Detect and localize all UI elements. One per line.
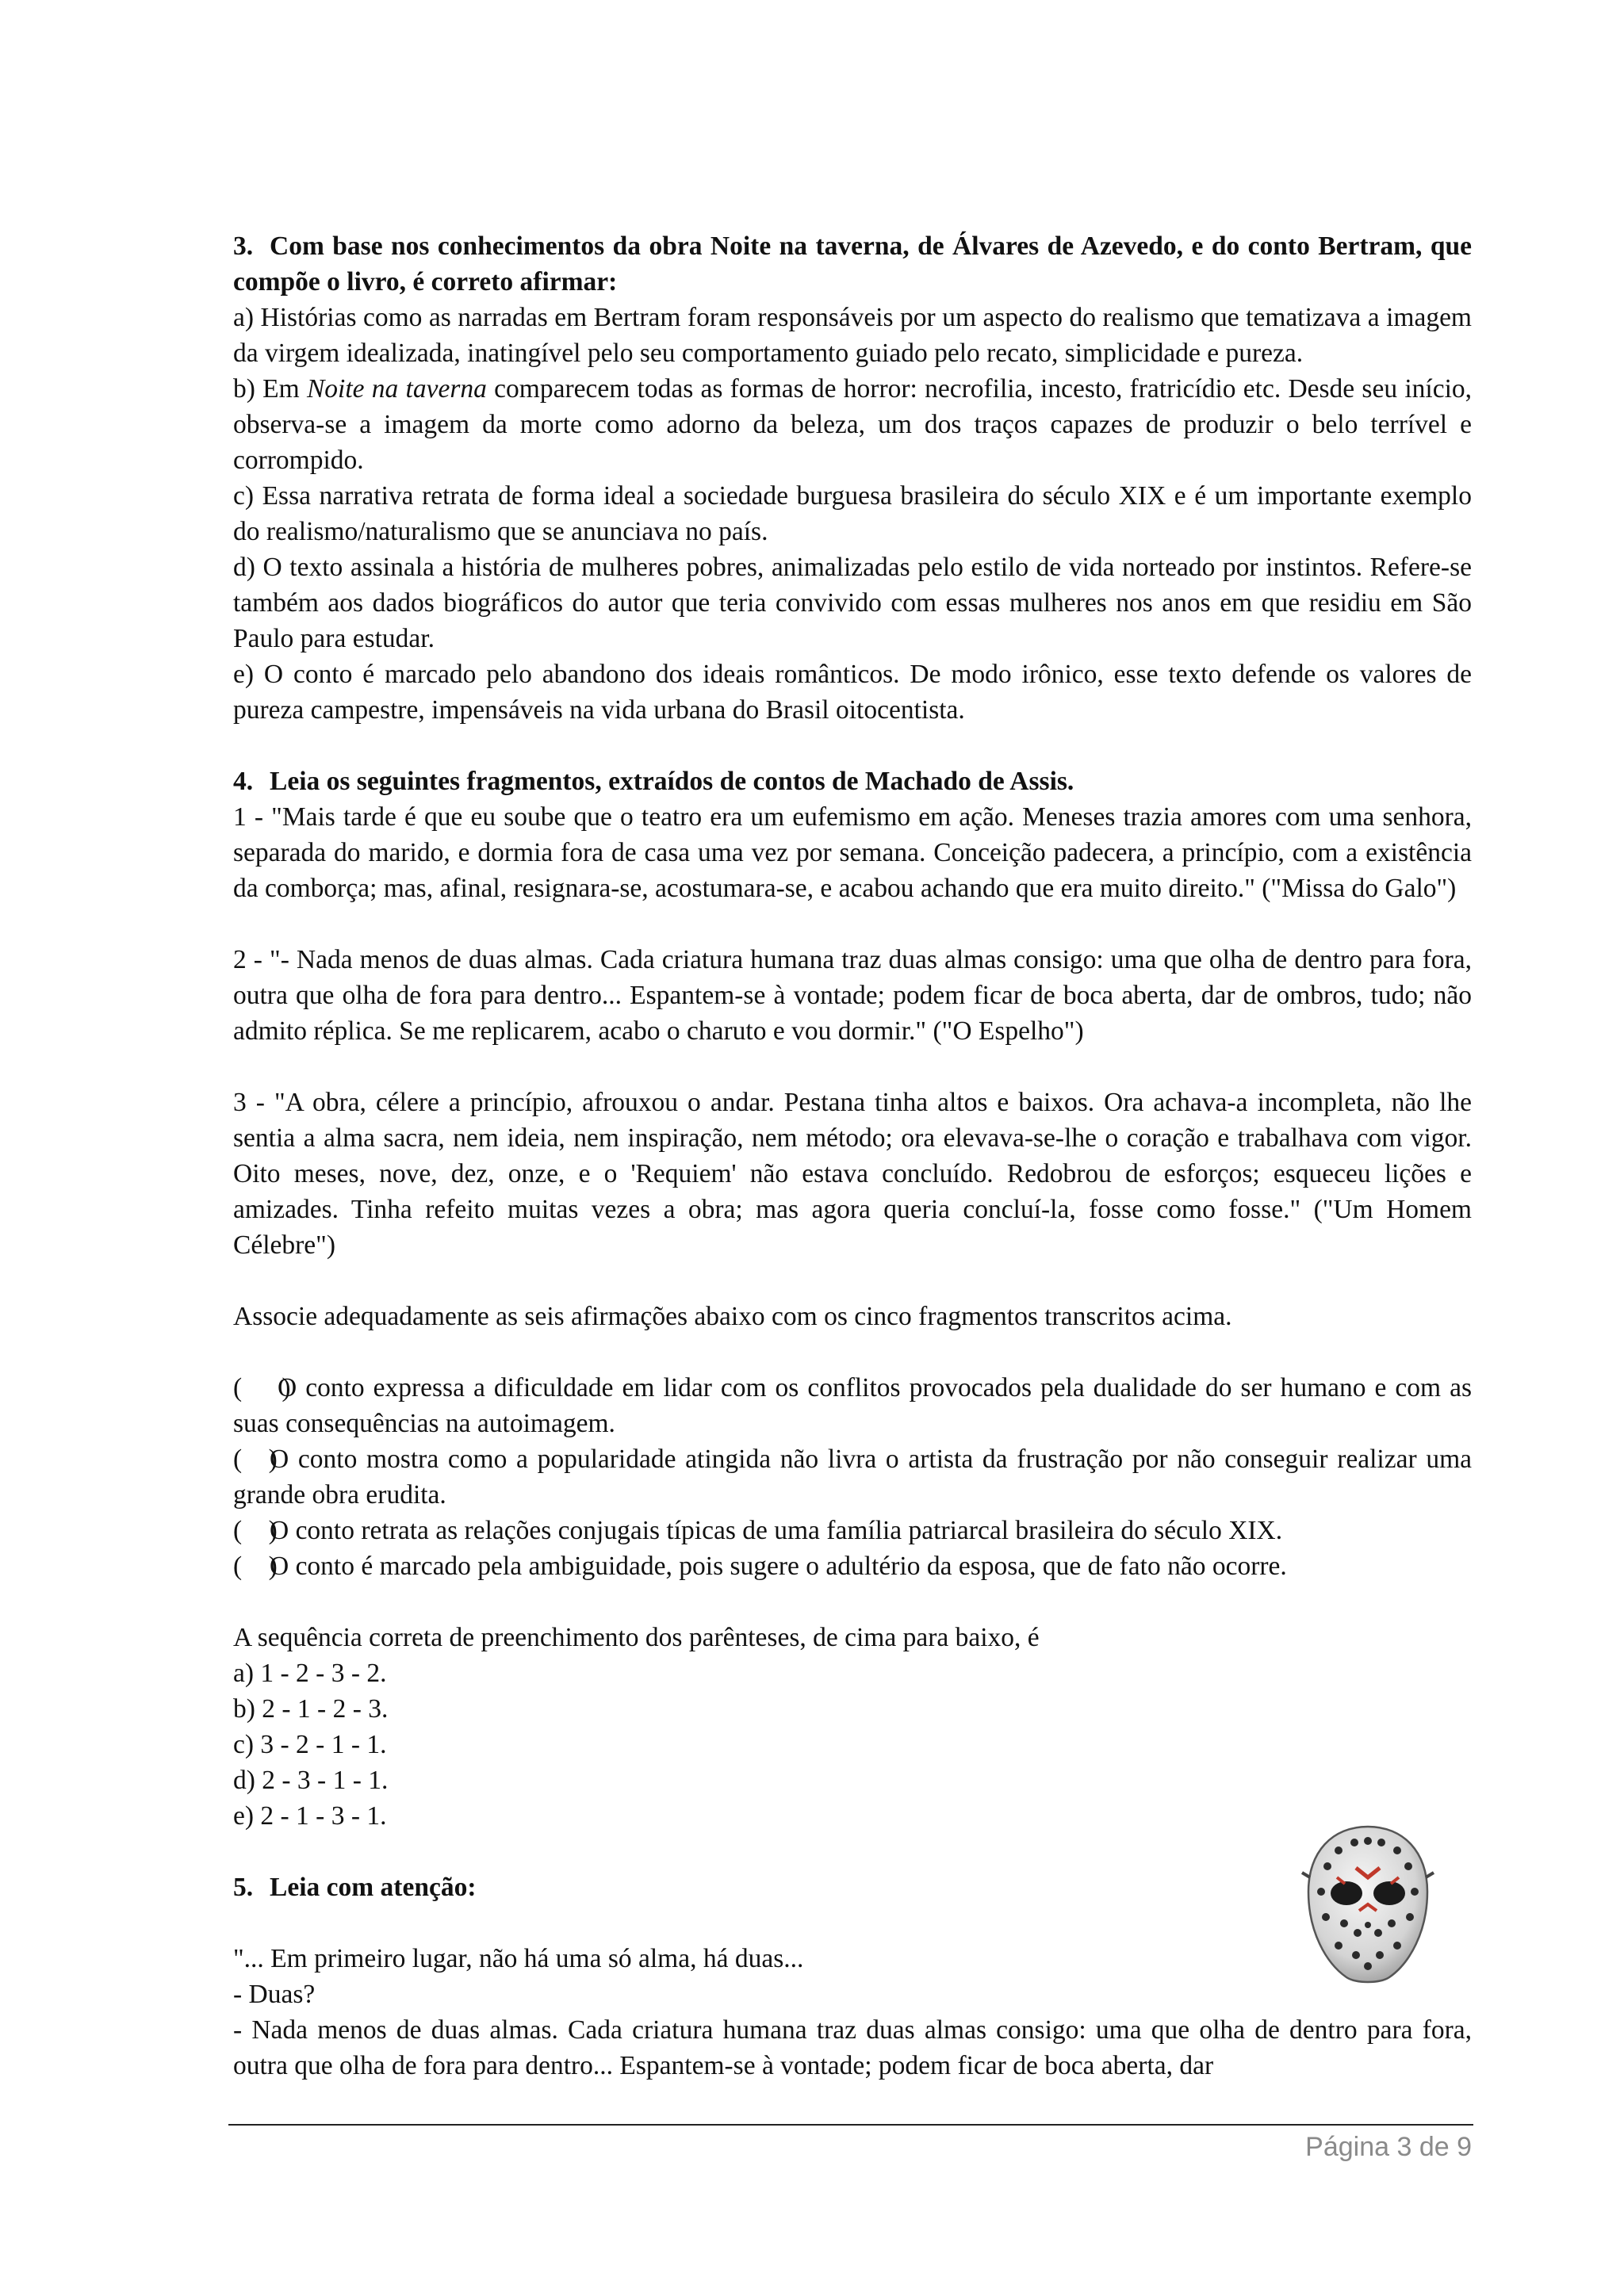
- question-3-title: [233, 228, 1472, 300]
- association-instruction: Associe adequadamente as seis afirmações abaixo com os cinco fragmentos transcritos acima.: [233, 1302, 1232, 1331]
- fragment-3: 3 - "A obra, célere a princípio, afrouxou o andar. Pestana tinha altos e baixos. Ora achava-a incompleta, não lhe sentia a alma sacra, nem ideia, nem inspiração, nem método; ora elevava-se-lhe o coração e trabalhava com vigor. Oito meses, nove, dez, onze, e o 'Requiem' não estava concluído. Redobrou de esforços; esqueceu lições e amizades. Tinha refeito muitas vezes a obra; mas agora queria concluí-la, fosse como fosse." ("Um Homem Célebre"): [233, 1088, 1472, 1260]
- question-3-option-e: e) O conto é marcado pelo abandono dos ideais românticos. De modo irônico, esse texto defende os valores de pureza campestre, impensáveis na vida urbana do Brasil oitocentista.: [233, 660, 1472, 725]
- question-3-number: 3.: [233, 232, 254, 261]
- question-3-title-text: Com base nos conhecimentos da obra Noite na taverna, de Álvares de Azevedo, e do conto Bertram, que compõe o livro, é correto afirmar:: [233, 232, 1472, 297]
- fragment-2: 2 - "- Nada menos de duas almas. Cada criatura humana traz duas almas consigo: uma que olha de dentro para fora, outra que olha de fora para dentro... Espantem-se à vontade; podem ficar de boca aberta, dar de ombros, tudo; não admito réplica. Se me replicarem, acabo o charuto e vou dormir." ("O Espelho"): [233, 945, 1472, 1046]
- statement: [233, 1513, 1472, 1548]
- page-number: Página 3 de 9: [1305, 2132, 1472, 2162]
- answer-blank[interactable]: ( ): [233, 1373, 291, 1402]
- quote-line-3: - Nada menos de duas almas. Cada criatura humana traz duas almas consigo: uma que olha de dentro para fora, outra que olha de fora para dentro... Espantem-se à vontade; podem ficar de boca aberta, dar: [233, 2015, 1472, 2080]
- question-3-option-a: a) Histórias como as narradas em Bertram foram responsáveis por um aspecto do realismo que tematizava a imagem da virgem idealizada, inatingível pelo seu comportamento guiado pelo recato, simplicidade e pureza.: [233, 303, 1472, 368]
- fragment-1: 1 - "Mais tarde é que eu soube que o teatro era um eufemismo em ação. Meneses trazia amores com uma senhora, separada do marido, e dormia fora de casa uma vez por semana. Conceição padecera, a princípio, com a existência da comborça; mas, afinal, resignara-se, acostumara-se, e acabou achando que era muito direito." ("Missa do Galo"): [233, 802, 1472, 903]
- answer-option-a[interactable]: a) 1 - 2 - 3 - 2.: [233, 1659, 387, 1688]
- footer-divider: [228, 2124, 1473, 2126]
- page-content: [233, 228, 1472, 2084]
- sequence-prompt: A sequência correta de preenchimento dos parênteses, de cima para baixo, é: [233, 1623, 1040, 1652]
- answer-option-d[interactable]: d) 2 - 3 - 1 - 1.: [233, 1766, 389, 1795]
- answer-blank[interactable]: ( ): [233, 1552, 278, 1581]
- question-4-title-text: Leia os seguintes fragmentos, extraídos de contos de Machado de Assis.: [270, 767, 1074, 796]
- answer-option-e[interactable]: e) 2 - 1 - 3 - 1.: [233, 1801, 387, 1831]
- statement: [233, 1441, 1472, 1513]
- answer-blank[interactable]: ( ): [233, 1516, 278, 1545]
- statement-text: O conto mostra como a popularidade atingida não livra o artista da frustração por não conseguir realizar uma grande obra erudita.: [233, 1445, 1472, 1510]
- statement-text: O conto retrata as relações conjugais típicas de uma família patriarcal brasileira do século XIX.: [270, 1516, 1283, 1545]
- question-5-title: [233, 1869, 1472, 1905]
- answer-option-b[interactable]: b) 2 - 1 - 2 - 3.: [233, 1694, 389, 1724]
- book-title: Noite na taverna: [306, 374, 487, 404]
- question-3-option-b-prefix: b) Em: [233, 374, 307, 404]
- statement-text: O conto é marcado pela ambiguidade, pois sugere o adultério da esposa, que de fato não ocorre.: [270, 1552, 1287, 1581]
- question-3-option-b-rest: comparecem todas as formas de horror: necrofilia, incesto, fratricídio etc. Desde seu início, observa-se a imagem da morte como adorno da beleza, um dos traços capazes de produzir o belo terrível e corrompido.: [233, 374, 1472, 475]
- statement: [233, 1370, 1472, 1441]
- statement: [233, 1548, 1472, 1584]
- answer-blank[interactable]: ( ): [233, 1445, 278, 1474]
- quote-line-2: - Duas?: [233, 1980, 316, 2009]
- statement-text: O conto expressa a dificuldade em lidar com os conflitos provocados pela dualidade do ser humano e com as suas consequências na autoimagem.: [233, 1373, 1472, 1438]
- answer-option-c[interactable]: c) 3 - 2 - 1 - 1.: [233, 1730, 387, 1759]
- question-4-title: [233, 763, 1472, 799]
- question-4-number: 4.: [233, 767, 254, 796]
- hockey-mask-icon: [1300, 1822, 1435, 1988]
- question-5-number: 5.: [233, 1873, 254, 1902]
- question-3-option-c: c) Essa narrativa retrata de forma ideal a sociedade burguesa brasileira do século XIX e é um importante exemplo do realismo/naturalismo que se anunciava no país.: [233, 481, 1472, 546]
- question-3-option-b: [233, 371, 1472, 478]
- question-5-title-text: Leia com atenção:: [270, 1873, 477, 1902]
- quote-line-1: "... Em primeiro lugar, não há uma só alma, há duas...: [233, 1944, 804, 1973]
- question-3-option-d: d) O texto assinala a história de mulheres pobres, animalizadas pelo estilo de vida norteado por instintos. Refere-se também aos dados biográficos do autor que teria convivido com essas mulheres nos anos em que residiu em São Paulo para estudar.: [233, 553, 1472, 653]
